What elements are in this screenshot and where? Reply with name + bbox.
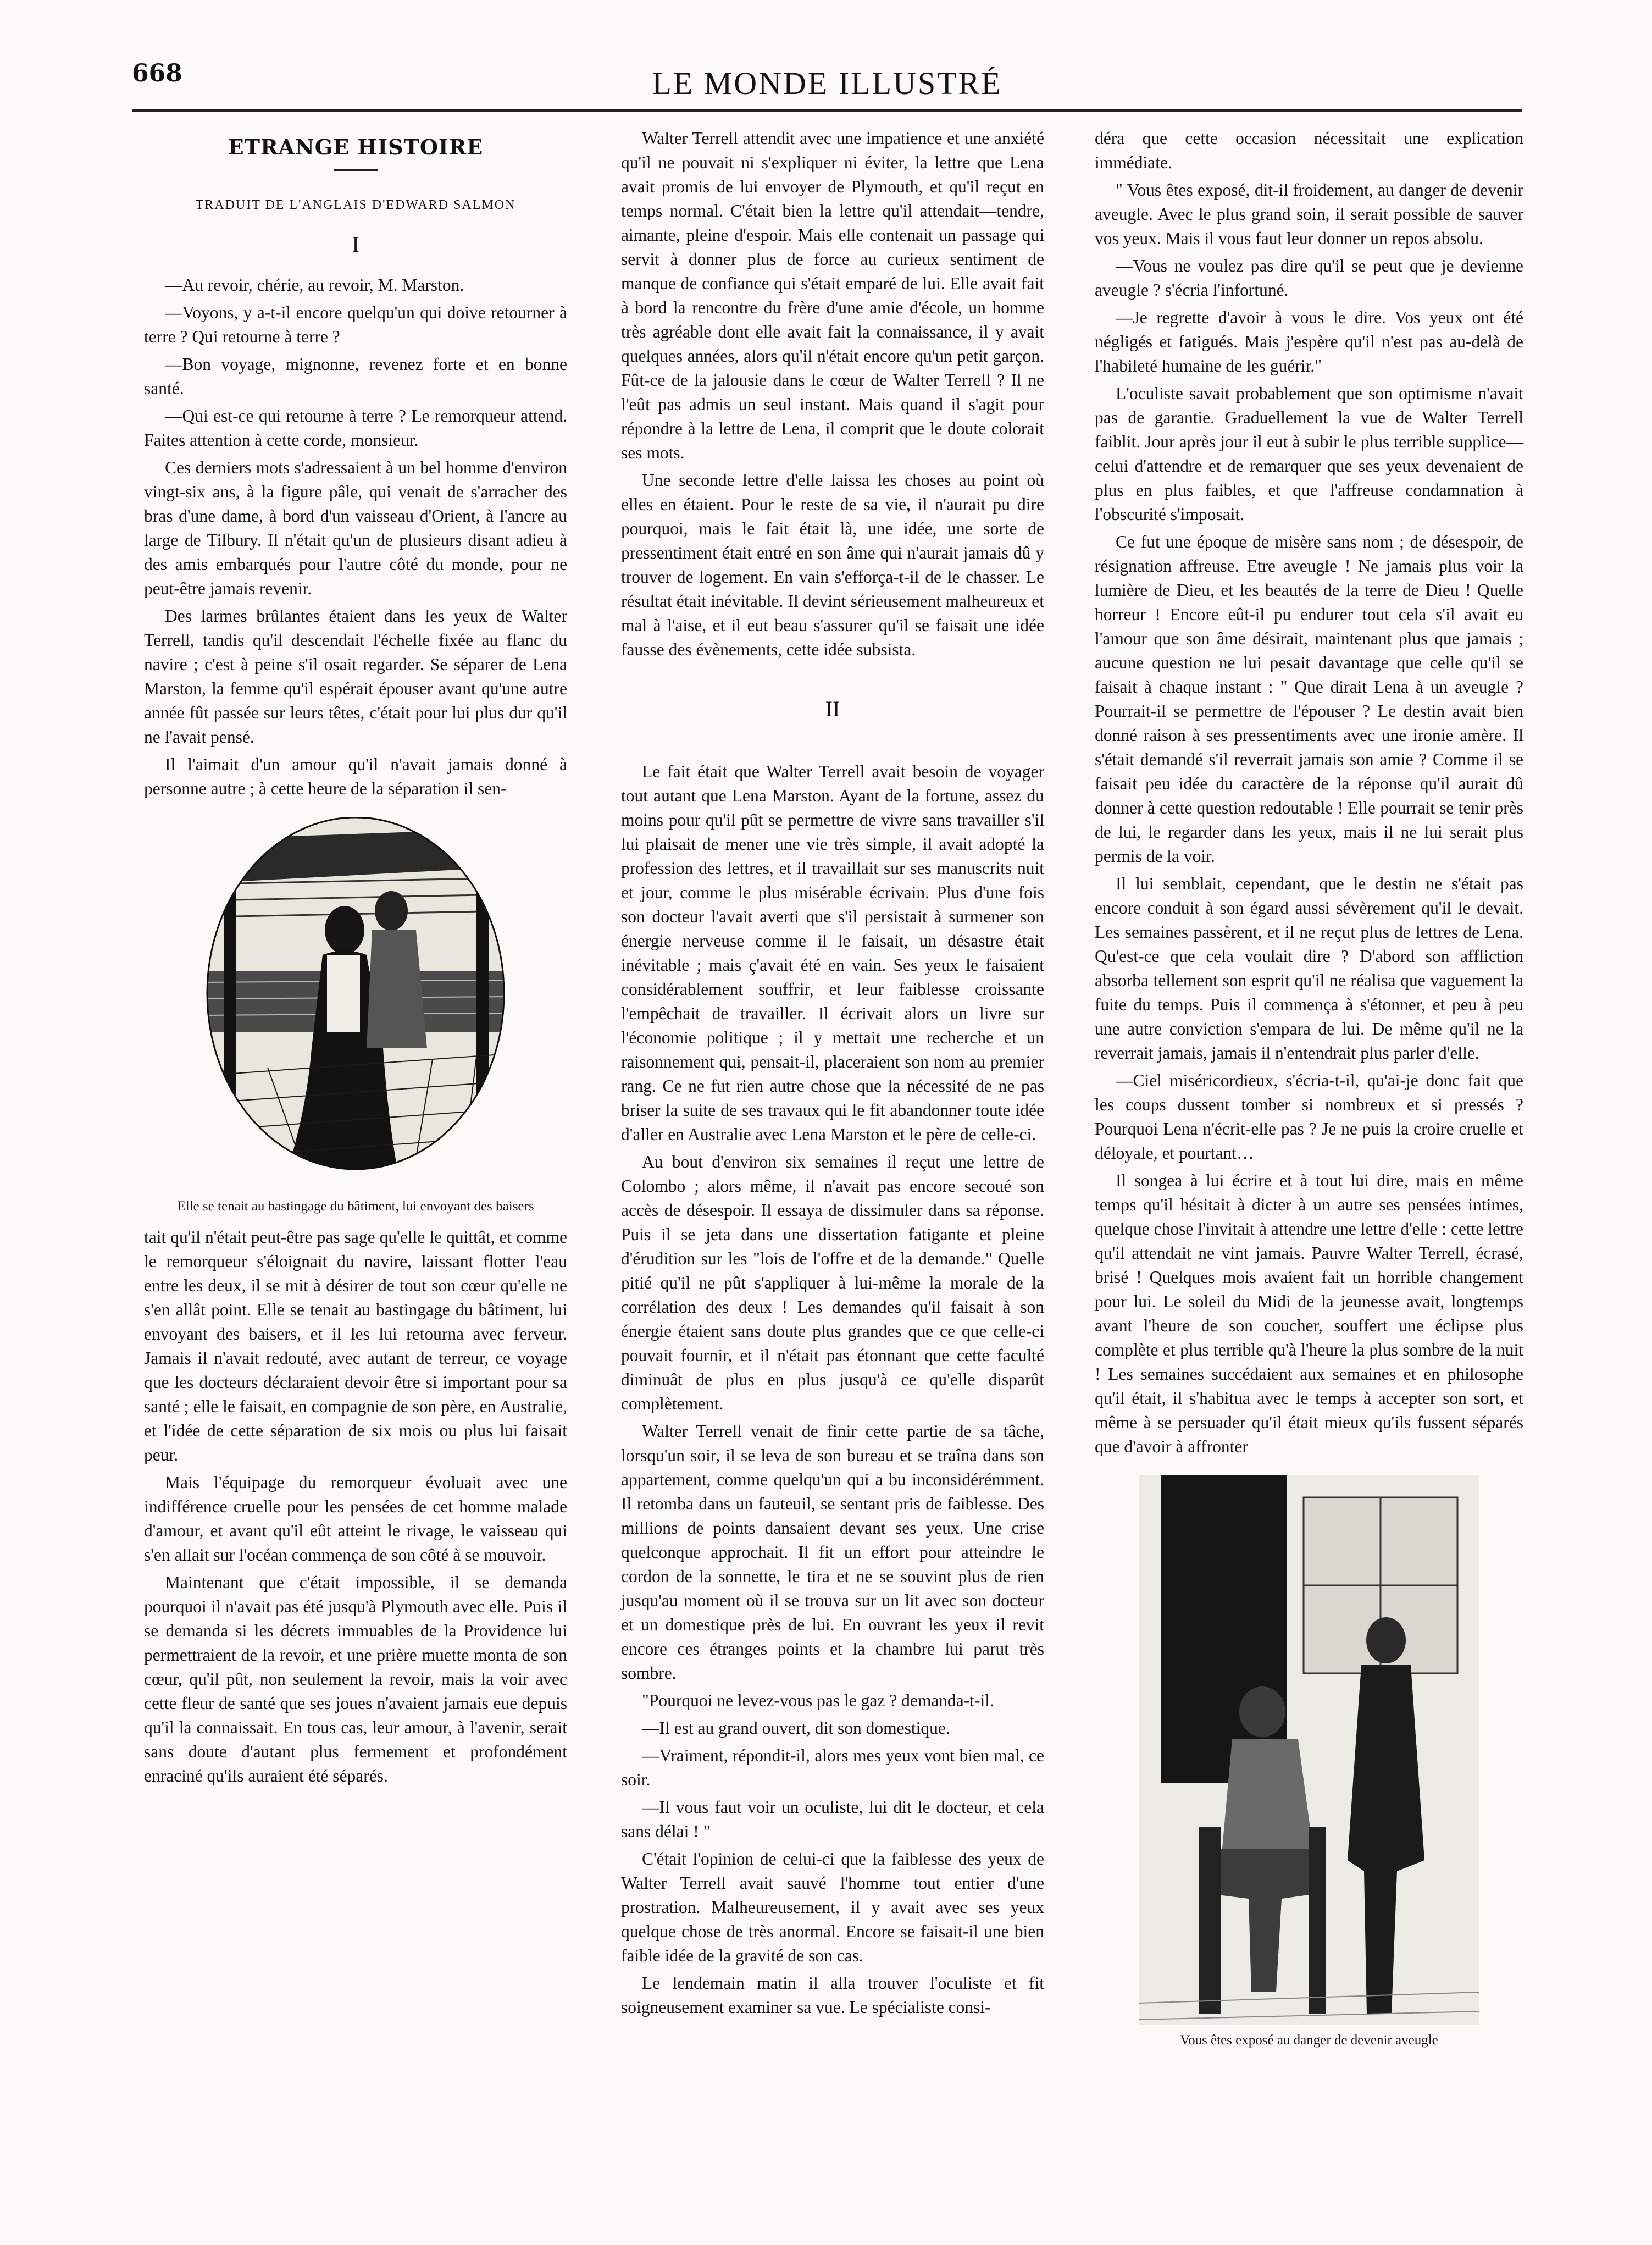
paragraph: —Au revoir, chérie, au revoir, M. Marston. bbox=[165, 275, 464, 295]
paragraph: Il lui semblait, cependant, que le destin ne s'était pas encore conduit à son égard aussi sévèrement qu'il le devait. Les semaines passèrent, et il ne reçut plus de lettres de Lena. Qu'est-ce que cela voulait dire ? D'abord son affliction absorba tellement son esprit qu'il ne réalisa que vaguement la fuite du temps. Puis il commença à s'étonner, et peu à peu une autre conviction s'empara de lui. De même qu'il ne la reverrait jamais, jamais il n'entendrait plus parler d'elle. bbox=[1095, 874, 1523, 1063]
section-number-1: I bbox=[352, 232, 359, 257]
paragraph: Au bout d'environ six semaines il reçut une lettre de Colombo ; alors même, il n'avait pas encore secoué son accès de désespoir. Il essaya de dissimuler dans sa réponse. Puis il se jeta dans une dissertation fatigante et pleine d'érudition sur les "lois de l'offre et de la demande." Quelle pitié qu'il ne pût s'appliquer à lui-même la morale de la corrélation des deux ! Les demandes qu'il faisait à son énergie étaient sans doute plus grandes que ce que celle-ci pouvait fournir, et il n'était pas étonnant que cette faculté diminuât de plus en plus jusqu'à ce qu'elle disparût complètement. bbox=[621, 1152, 1044, 1413]
paragraph: —Il vous faut voir un oculiste, lui dit le docteur, et cela sans délai ! " bbox=[621, 1798, 1044, 1841]
column-1 bbox=[144, 126, 567, 1791]
story-title: ETRANGE HISTOIRE bbox=[228, 135, 484, 159]
oculist-illustration bbox=[1139, 1475, 1479, 2025]
paragraph: —Je regrette d'avoir à vous le dire. Vos yeux ont été négligés et fatigués. Mais j'espère qu'il n'est pas au-delà de l'habileté humaine de les guérir." bbox=[1095, 308, 1523, 375]
paragraph: Une seconde lettre d'elle laissa les choses au point où elles en étaient. Pour le reste de sa vie, il n'aurait pu dire pourquoi, mais le fait était là, une idée, une sorte de pressentiment était entré en son âme qui n'aurait jamais dû y trouver de logement. En vain s'efforça-t-il de le chasser. Le résultat était inévitable. Il devint sérieusement malheureux et mal à l'aise, et il eut beau s'assurer qu'il se faisait une idée fausse des évènements, cette idée subsista. bbox=[621, 471, 1044, 659]
column-3 bbox=[1095, 126, 1523, 2059]
paragraph: Ces derniers mots s'adressaient à un bel homme d'environ vingt-six ans, à la figure pâle, qui venait de s'arracher des bras d'une dame, à bord d'un vaisseau d'Orient, à l'ancre au large de Tilbury. Il n'était qu'un de plusieurs disant adieu à des amis embarqués pour l'autre côté du monde, pour ne peut-être jamais revenir. bbox=[144, 458, 567, 598]
page-number: 668 bbox=[132, 59, 182, 87]
paragraph: Maintenant que c'était impossible, il se demanda pourquoi il n'avait pas été jusqu'à Plymouth avec elle. Puis il se demanda si les décrets immuables de la Providence lui permettraient de la revoir, et une prière muette monta de son cœur, qu'il pût, non seulement la revoir, mais la voir avec cette fleur de santé que ses joues n'avaient jamais eue depuis qu'il la connaissait. En tous cas, leur amour, à l'avenir, serait sans doute d'autant plus fermement et profondément enraciné qu'ils auraient été séparés. bbox=[144, 1573, 567, 1785]
paragraph: Walter Terrell venait de finir cette partie de sa tâche, lorsqu'un soir, il se leva de son bureau et se traîna dans son appartement, comme quelqu'un qui a bu inconsidérémment. Il retomba dans un fauteuil, se sentant pris de faiblesse. Des millions de points dansaient devant ses yeux. Une crise quelconque approchait. Il fit un effort pour atteindre le cordon de la sonnette, le tira et ne se souvint plus de rien jusqu'au moment où il se trouva sur un lit avec son docteur et un domestique près de lui. En ouvrant les yeux il revit encore ces étranges points et la chambre lui parut très sombre. bbox=[621, 1422, 1044, 1683]
figure-ship-farewell bbox=[144, 817, 567, 1215]
paragraph: Mais l'équipage du remorqueur évoluait avec une indifférence cruelle pour les pensées de cet homme malade d'amour, et avant qu'il eût atteint le rivage, le vaisseau qui s'en allait sur l'océan commença de son côté à se mouvoir. bbox=[144, 1473, 567, 1564]
paragraph: Le fait était que Walter Terrell avait besoin de voyager tout autant que Lena Marston. Ayant de la fortune, assez du moins pour qu'il pût se permettre de vivre sans travailler s'il lui plaisait de mener une vie très simple, il avait adopté la profession des lettres, et il travaillait sur ses manuscrits nuit et jour, comme le plus misérable écrivain. Plus d'une fois son docteur l'avait averti que s'il persistait à surmener son énergie nerveuse comme il le faisait, un désastre était inévitable ; mais ç'avait été en vain. Ses yeux le faisaient considérablement souffrir, et leur faiblesse croissante l'empêchait de travailler. Il écrivait alors un livre sur l'économie politique ; il y mettait une recherche et un raisonnement qui, pensait-il, placeraient son nom au premier rang. Ce ne fut rien autre chose que la nécessité de ne pas briser la suite de ses travaux qui le fit abandonner toute idée d'aller en Australie avec Lena Marston et le père de celle-ci. bbox=[621, 762, 1044, 1144]
column-2 bbox=[621, 126, 1044, 2023]
paragraph: Ce fut une époque de misère sans nom ; de désespoir, de résignation affreuse. Etre aveugle ! Ne jamais plus voir la lumière de Dieu, et les beautés de la terre de Dieu ! Quelle horreur ! Encore eût-il pu endurer tout cela s'il avait eu l'amour que son âme désirait, maintenant plus que jamais ; aucune question ne lui pesait davantage que celle qu'il se faisait à chaque instant : " Que dirait Lena à un aveugle ? Pourrait-il se permettre de l'épouser ? Le destin avait bien donné raison à ses pressentiments avec une ironie amère. Il s'était demandé s'il reverrait jamais son amie ? Comme il se faisait peu idée du caractère de la réponse qu'il aurait dû donner à cette question redoutable ! Elle pourrait se tenir près de lui, le regarder dans les yeux, mais il ne lui serait plus permis de la voir. bbox=[1095, 532, 1523, 866]
paragraph: déra que cette occasion nécessitait une explication immédiate. bbox=[1095, 129, 1523, 172]
paragraph: C'était l'opinion de celui-ci que la faiblesse des yeux de Walter Terrell avait sauvé l'homme tout entier d'une prostration. Malheureusement, il y avait avec ses yeux quelque chose de très anormal. Encore se faisait-il une bien faible idée de la gravité de son cas. bbox=[621, 1849, 1044, 1965]
title-rule bbox=[334, 169, 378, 171]
paragraph: Il songea à lui écrire et à tout lui dire, mais en même temps qu'il hésitait à dicter à un autre ses pensées intimes, quelque chose l'invitait à attendre une lettre d'elle : cette lettre qu'il attendait ne vint jamais. Pauvre Walter Terrell, écrasé, brisé ! Quelques mois avaient fait un horrible changement pour lui. Le soleil du Midi de la jeunesse avait, longtemps avant l'heure de son coucher, souffert une éclipse plus complète et plus terrible qu'à l'heure la plus sombre de la nuit ! Les semaines succédaient aux semaines et en philosophe qu'il était, il s'habitua avec le temps à accepter son sort, et même à se persuader qu'il était mieux qu'ils fussent séparés que d'avoir à affronter bbox=[1095, 1171, 1523, 1456]
paragraph: "Pourquoi ne levez-vous pas le gaz ? demanda-t-il. bbox=[642, 1691, 994, 1710]
paragraph: —Ciel miséricordieux, s'écria-t-il, qu'ai-je donc fait que les coups dussent tomber si nombreux et si pressés ? Pourquoi Lena n'écrit-elle pas ? Je ne puis la croire cruelle et déloyale, et pourtant… bbox=[1095, 1071, 1523, 1163]
running-title: LE MONDE ILLUSTRÉ bbox=[652, 65, 1002, 101]
figure-caption: Vous êtes exposé au danger de devenir aveugle bbox=[1180, 2033, 1438, 2048]
paragraph: —Vous ne voulez pas dire qu'il se peut que je devienne aveugle ? s'écria l'infortuné. bbox=[1095, 256, 1523, 300]
paragraph: —Vraiment, répondit-il, alors mes yeux vont bien mal, ce soir. bbox=[621, 1746, 1044, 1789]
ship-farewell-illustration bbox=[202, 817, 509, 1191]
paragraph: —Voyons, y a-t-il encore quelqu'un qui doive retourner à terre ? Qui retourne à terre ? bbox=[144, 303, 567, 346]
paragraph: —Bon voyage, mignonne, revenez forte et en bonne santé. bbox=[144, 355, 567, 398]
paragraph: tait qu'il n'était peut-être pas sage qu'elle le quittât, et comme le remorqueur s'éloignait du navire, laissant flotter l'eau entre les deux, il se mit à désirer de tout son cœur qu'elle ne s'en allât point. Elle se tenait au bastingage du bâtiment, lui envoyant des baisers, et il les lui retourna avec ferveur. Jamais il n'avait redouté, avec autant de terreur, ce voyage que les docteurs déclaraient devoir être si important pour sa santé ; elle le faisait, en compagnie de son père, en Australie, et l'idée de cette séparation de six mois ou plus lui faisait peur. bbox=[144, 1227, 567, 1464]
paragraph: —Il est au grand ouvert, dit son domestique. bbox=[642, 1718, 950, 1738]
page-header bbox=[132, 59, 1522, 112]
byline: TRADUIT DE L'ANGLAIS D'EDWARD SALMON bbox=[195, 198, 516, 212]
paragraph: L'oculiste savait probablement que son optimisme n'avait pas de garantie. Graduellement la vue de Walter Terrell faiblit. Jour après jour il eut à subir le plus terrible supplice—celui d'attendre et de remarquer que ses yeux devenaient de plus en plus faibles, et que l'affreuse condamnation à l'obscurité s'imposait. bbox=[1095, 384, 1523, 524]
paragraph: Des larmes brûlantes étaient dans les yeux de Walter Terrell, tandis qu'il descendait l'échelle fixée au flanc du navire ; c'est à peine s'il osait regarder. Se séparer de Lena Marston, la femme qu'il espérait épouser avant qu'une autre année fût passée sur leurs têtes, c'était pour lui plus dur qu'il ne l'avait pensé. bbox=[144, 606, 567, 747]
section-number-2: II bbox=[825, 696, 840, 721]
figure-oculist bbox=[1095, 1475, 1523, 2049]
figure-caption: Elle se tenait au bastingage du bâtiment, lui envoyant des baisers bbox=[177, 1199, 534, 1214]
paragraph: " Vous êtes exposé, dit-il froidement, au danger de devenir aveugle. Avec le plus grand soin, il serait possible de sauver vos yeux. Mais il vous faut leur donner un repos absolu. bbox=[1095, 180, 1523, 248]
paragraph: Walter Terrell attendit avec une impatience et une anxiété qu'il ne pouvait ni s'expliquer ni éviter, la lettre que Lena avait promis de lui envoyer de Plymouth, et qu'il reçut en temps normal. C'était bien la lettre qu'il attendait—tendre, aimante, pleine d'espoir. Mais elle contenait un passage qui servit à donner plus de force au curieux sentiment de manque de confiance qui s'était emparé de lui. Elle avait fait à bord la rencontre du frère d'une amie d'école, un homme très agréable dont elle avait fait la connaissance, il y avait quelques années, alors qu'il n'était encore qu'un petit garçon. Fût-ce de la jalousie dans le cœur de Walter Terrell ? Il ne l'eût pas admis un seul instant. Mais quand il s'agit pour répondre à la lettre de Lena, il comprit que le doute colorait ses mots. bbox=[621, 129, 1044, 462]
paragraph: —Qui est-ce qui retourne à terre ? Le remorqueur attend. Faites attention à cette corde, monsieur. bbox=[144, 406, 567, 450]
paragraph: Il l'aimait d'un amour qu'il n'avait jamais donné à personne autre ; à cette heure de la séparation il sen- bbox=[144, 755, 567, 798]
paragraph: Le lendemain matin il alla trouver l'oculiste et fit soigneusement examiner sa vue. Le spécialiste consi- bbox=[621, 1973, 1044, 2017]
